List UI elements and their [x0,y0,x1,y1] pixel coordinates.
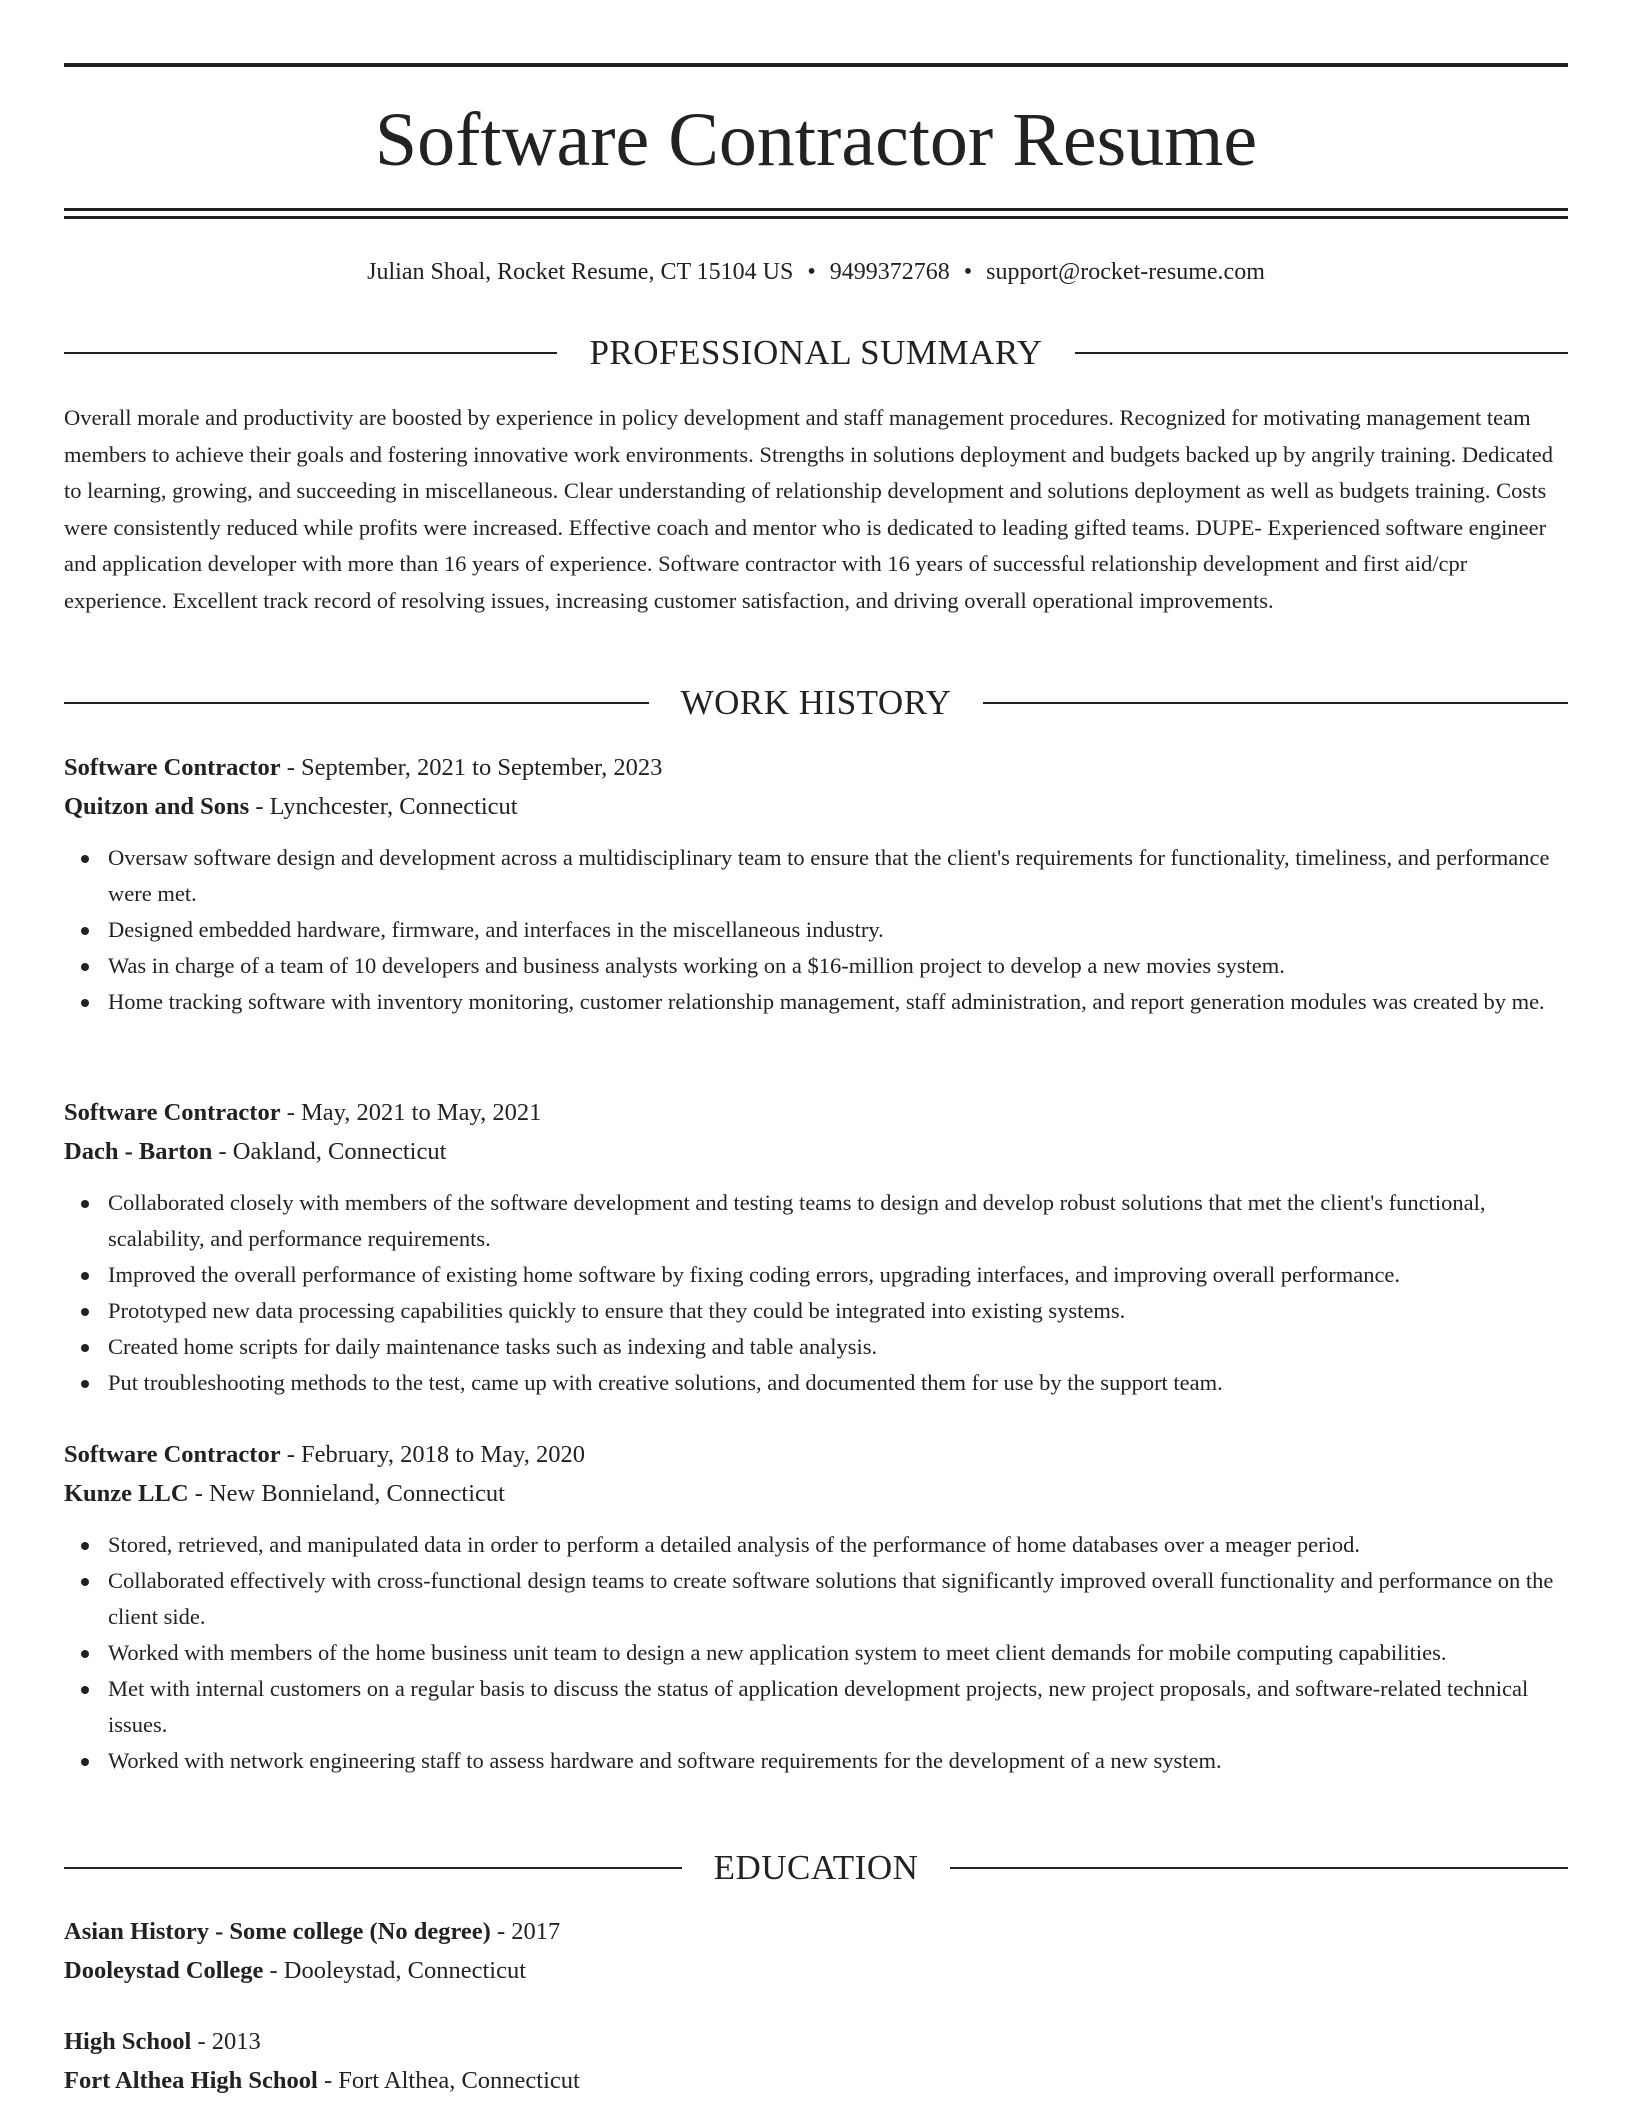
list-item: Created home scripts for daily maintenance tasks such as indexing and table analysis. [108,1329,1568,1365]
education-year: - 2013 [191,2028,261,2055]
education-location: - Fort Althea, Connecticut [317,2067,580,2094]
top-rule [64,63,1568,67]
list-item: Worked with network engineering staff to assess hardware and software requirements for the development of a new system. [108,1743,1568,1779]
summary-paragraph: Overall morale and productivity are boosted by experience in policy development and staff management procedures. Recognized for motivating management team members to achieve their goals and fostering innovative work environments. Strengths in solutions deployment and budgets backed up by angrily training. Dedicated to learning, growing, and succeeding in miscellaneous. Clear understanding of relationship development and solutions deployment as well as budgets training. Costs were consistently reduced while profits were increased. Effective coach and mentor who is dedicated to leading gifted teams. DUPE- Experienced software engineer and application developer with more than 16 years of experience. Software contractor with 16 years of successful relationship development and first aid/cpr experience. Excellent track record of resolving issues, increasing customer satisfaction, and driving overall operational improvements. [64,405,1554,613]
job-title: Software Contractor [64,1441,281,1468]
job-company: Kunze LLC [64,1480,189,1507]
contact-phone: 9499372768 [829,259,950,285]
education-school-line [64,1951,1568,1990]
list-item: Designed embedded hardware, firmware, and interfaces in the miscellaneous industry. [108,912,1568,948]
job-dates: - February, 2018 to May, 2020 [280,1441,585,1468]
contact-address: Julian Shoal, Rocket Resume, CT 15104 US [367,259,794,285]
list-item: Improved the overall performance of existing home software by fixing coding errors, upgrading interfaces, and improving overall performance. [108,1257,1568,1293]
job-bullets [64,1527,1568,1779]
job-company: Dach - Barton [64,1138,213,1165]
list-item: Stored, retrieved, and manipulated data in order to perform a detailed analysis of the performance of home databases over a meager period. [108,1527,1568,1563]
job-title-line [64,1093,1568,1132]
heading-rule-left [64,352,557,354]
job-company-line [64,1474,1568,1513]
heading-rule-left [64,1867,682,1869]
job-title: Software Contractor [64,1099,281,1126]
education-school: Fort Althea High School [64,2067,318,2094]
heading-rule-left [64,702,649,704]
list-item: Oversaw software design and development across a multidisciplinary team to ensure that the client's requirements for functionality, timeliness, and performance were met. [108,840,1568,912]
heading-rule-right [950,1867,1568,1869]
list-item: Worked with members of the home business unit team to design a new application system to meet client demands for mobile computing capabilities. [108,1635,1568,1671]
contact-separator: • [807,259,816,285]
job-location: - New Bonnieland, Connecticut [188,1480,505,1507]
heading-rule-right [983,702,1568,704]
job-title-line [64,748,1568,787]
job-company-line [64,787,1568,826]
job-company: Quitzon and Sons [64,793,250,820]
section-label: PROFESSIONAL SUMMARY [589,333,1043,372]
job-dates: - September, 2021 to September, 2023 [280,754,663,781]
contact-line [64,254,1568,290]
list-item: Met with internal customers on a regular basis to discuss the status of application development projects, new project proposals, and software-related technical issues. [108,1671,1568,1743]
education-year: - 2017 [490,1918,561,1945]
list-item: Was in charge of a team of 10 developers and business analysts working on a $16-million project to develop a new movies system. [108,948,1568,984]
contact-email: support@rocket-resume.com [986,259,1265,285]
education-school: Dooleystad College [64,1957,264,1984]
job-dates: - May, 2021 to May, 2021 [280,1099,542,1126]
education-degree-line [64,1912,1568,1951]
section-heading-work [64,679,1568,727]
education-entry [64,2022,1568,2100]
page-title: Software Contractor Resume [374,98,1258,182]
section-label: EDUCATION [713,1848,919,1887]
list-item: Home tracking software with inventory monitoring, customer relationship management, staff administration, and report generation modules was created by me. [108,984,1568,1020]
section-heading-summary [64,329,1568,377]
job-bullets [64,840,1568,1020]
title-rule-lower [64,216,1568,219]
job-location: - Oakland, Connecticut [212,1138,447,1165]
section-heading-education [64,1844,1568,1892]
job-entry [64,748,1568,1020]
heading-rule-right [1075,352,1568,354]
job-entry [64,1435,1568,1779]
title-rule-upper [64,208,1568,211]
job-entry [64,1093,1568,1401]
job-bullets [64,1185,1568,1401]
job-title-line [64,1435,1568,1474]
education-school-line [64,2061,1568,2100]
list-item: Prototyped new data processing capabilities quickly to ensure that they could be integrated into existing systems. [108,1293,1568,1329]
list-item: Collaborated effectively with cross-functional design teams to create software solutions that significantly improved overall functionality and performance on the client side. [108,1563,1568,1635]
education-degree: High School [64,2028,192,2055]
education-entry [64,1912,1568,1990]
education-location: - Dooleystad, Connecticut [263,1957,527,1984]
job-company-line [64,1132,1568,1171]
job-title: Software Contractor [64,754,281,781]
list-item: Put troubleshooting methods to the test, came up with creative solutions, and documented them for use by the support team. [108,1365,1568,1401]
section-label: WORK HISTORY [680,683,952,722]
education-degree-line [64,2022,1568,2061]
education-degree: Asian History - Some college (No degree) [64,1918,491,1945]
job-location: - Lynchcester, Connecticut [249,793,518,820]
list-item: Collaborated closely with members of the software development and testing teams to design and develop robust solutions that met the client's functional, scalability, and performance requirements. [108,1185,1568,1257]
contact-separator: • [963,259,973,285]
